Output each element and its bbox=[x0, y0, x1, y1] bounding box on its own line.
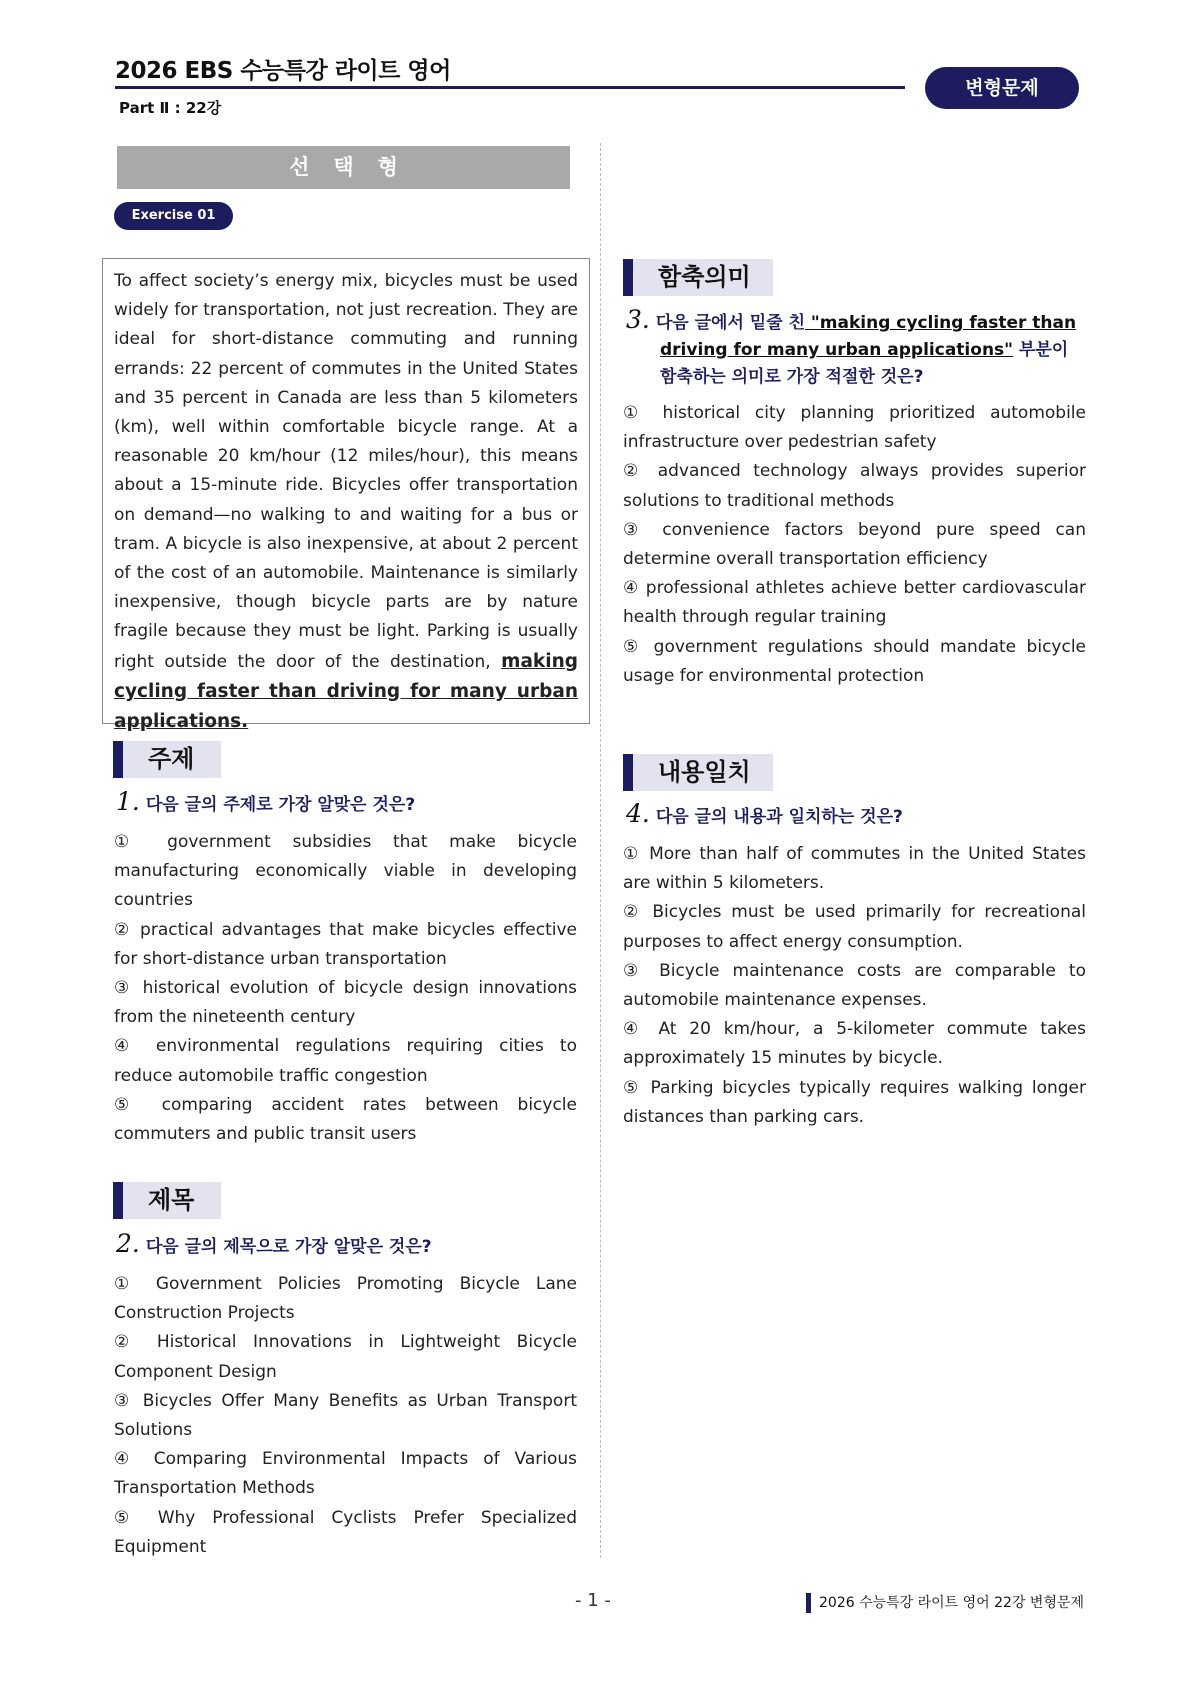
option[interactable]: ③ Bicycles Offer Many Benefits as Urban Transport Solutions bbox=[114, 1390, 577, 1441]
question-1-text: 다음 글의 주제로 가장 알맞은 것은? bbox=[145, 795, 416, 815]
option[interactable]: ③ convenience factors beyond pure speed can determine overall transportation efficiency bbox=[623, 519, 1086, 570]
exercise-label: Exercise 01 bbox=[114, 202, 233, 230]
passage-text: To affect society’s energy mix, bicycles must be used widely for transportation, not just recreation. They are ideal for short-distance commuting and running errands: 22 percent of commutes in the United States and 35 percent in Canada are less than 5 kilometers (km), well within comfortable bicycle range. At a reasonable 20 km/hour (12 miles/hour), this means about a 15-minute ride. Bicycles offer transportation on demand—no walking to and waiting for a bus or tram. A bicycle is also inexpensive, at about 2 percent of the cost of an automobile. Maintenance is similarly inexpensive, though bicycle parts are by nature fragile because they must be light. Parking is usually right outside the door of the destination, bbox=[114, 271, 578, 672]
option[interactable]: ⑤ Parking bicycles typically requires walking longer distances than parking cars. bbox=[623, 1077, 1086, 1127]
section-header-topic: 주제 bbox=[113, 741, 221, 778]
header-rule bbox=[115, 86, 905, 89]
section-header-content-match: 내용일치 bbox=[623, 754, 773, 791]
question-4-options bbox=[623, 840, 1086, 1132]
option[interactable]: ④ At 20 km/hour, a 5-kilometer commute takes approximately 15 minutes by bicycle. bbox=[623, 1019, 1086, 1069]
passage-box bbox=[102, 258, 590, 733]
option[interactable]: ③ historical evolution of bicycle design innovations from the nineteenth century bbox=[114, 978, 577, 1028]
option[interactable]: ① historical city planning prioritized automobile infrastructure over pedestrian safety bbox=[623, 403, 1086, 453]
section-header-title: 제목 bbox=[113, 1182, 221, 1219]
question-3-number: 3. bbox=[626, 305, 650, 334]
question-2-text: 다음 글의 제목으로 가장 알맞은 것은? bbox=[145, 1237, 432, 1257]
page-number: - 1 - bbox=[575, 1590, 611, 1611]
section-header-implication: 함축의미 bbox=[623, 259, 773, 296]
option[interactable]: ⑤ comparing accident rates between bicycle commuters and public transit users bbox=[114, 1094, 577, 1145]
option[interactable]: ④ environmental regulations requiring cities to reduce automobile traffic congestion bbox=[114, 1036, 577, 1086]
question-3-prompt bbox=[626, 306, 1086, 391]
question-3-options bbox=[623, 399, 1086, 691]
question-3-text: 다음 글에서 밑줄 친 bbox=[655, 313, 805, 333]
question-1-prompt bbox=[116, 788, 415, 819]
question-2-prompt bbox=[116, 1230, 432, 1261]
question-2-number: 2. bbox=[116, 1229, 140, 1258]
option[interactable]: ① government subsidies that make bicycle manufacturing economically viable in developing countries bbox=[114, 832, 577, 911]
passage-underlined: making cycling faster than driving for many urban applications. bbox=[114, 650, 578, 733]
question-4-text: 다음 글의 내용과 일치하는 것은? bbox=[655, 807, 903, 827]
question-1-options bbox=[114, 828, 577, 1149]
option[interactable]: ③ Bicycle maintenance costs are comparable to automobile maintenance expenses. bbox=[623, 960, 1086, 1011]
part-label: Part Ⅱ : 22강 bbox=[119, 99, 222, 117]
question-4-number: 4. bbox=[626, 799, 650, 828]
question-1-number: 1. bbox=[116, 787, 140, 816]
page-title: 2026 EBS 수능특강 라이트 영어 bbox=[115, 58, 451, 84]
option[interactable]: ② advanced technology always provides superior solutions to traditional methods bbox=[623, 461, 1086, 511]
option[interactable]: ⑤ Why Professional Cyclists Prefer Specialized Equipment bbox=[114, 1507, 577, 1557]
option[interactable]: ① Government Policies Promoting Bicycle Lane Construction Projects bbox=[114, 1274, 577, 1324]
option[interactable]: ④ professional athletes achieve better cardiovascular health through regular training bbox=[623, 578, 1086, 628]
option[interactable]: ② Historical Innovations in Lightweight Bicycle Component Design bbox=[114, 1332, 577, 1382]
column-divider bbox=[600, 143, 601, 1558]
variant-badge: 변형문제 bbox=[925, 67, 1079, 109]
option[interactable]: ② Bicycles must be used primarily for recreational purposes to affect energy consumption. bbox=[623, 902, 1086, 952]
question-2-options bbox=[114, 1270, 577, 1562]
question-3-underlined-quote: "making cycling faster than driving for many urban applications" bbox=[660, 313, 1077, 360]
section-type-bar: 선택형 bbox=[117, 146, 570, 189]
option[interactable]: ⑤ government regulations should mandate bicycle usage for environmental protection bbox=[623, 636, 1086, 686]
question-3-text-end: 부분이 함축하는 의미로 가장 적절한 것은? bbox=[660, 340, 1069, 387]
option[interactable]: ① More than half of commutes in the United States are within 5 kilometers. bbox=[623, 844, 1086, 894]
footer-title: 2026 수능특강 라이트 영어 22강 변형문제 bbox=[806, 1593, 1084, 1613]
option[interactable]: ② practical advantages that make bicycles effective for short-distance urban transportation bbox=[114, 919, 577, 969]
question-4-prompt bbox=[626, 800, 903, 831]
option[interactable]: ④ Comparing Environmental Impacts of Various Transportation Methods bbox=[114, 1449, 577, 1499]
